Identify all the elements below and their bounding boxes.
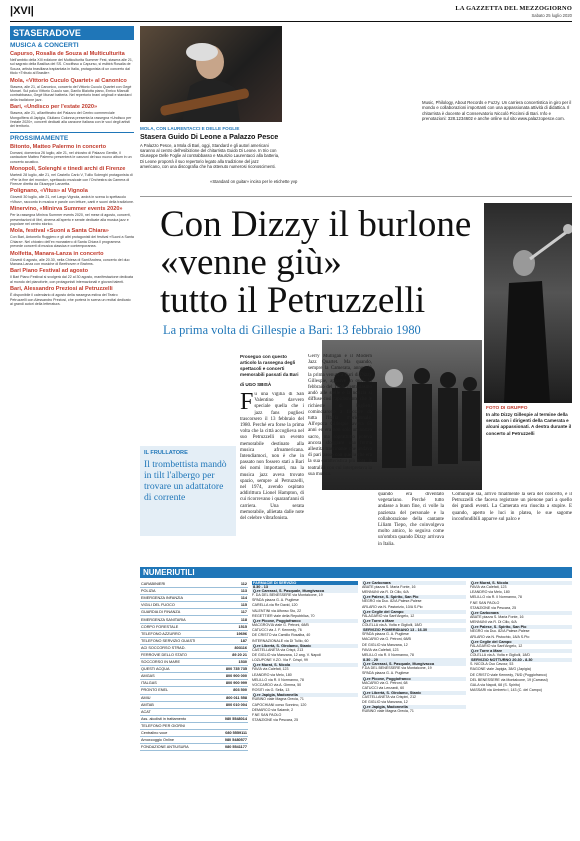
- page-header: [10, 3, 572, 22]
- numeri-number: 117: [216, 609, 248, 616]
- farmacie-group-title: Q.re Picone, Poggiofranco: [252, 619, 358, 623]
- numeri-number: 114: [216, 595, 248, 602]
- paper-name: LA GAZZETTA DEL MEZZOGIORNO: [455, 5, 572, 12]
- farmacie-group-title: SERVIZIO POMERIDIANO 13 - 16.30: [362, 628, 466, 632]
- farmacie-entry: VOCCARDO via A. Gimma, 50: [252, 683, 302, 688]
- numeri-number: 080 5480577: [216, 737, 248, 744]
- numeri-label: AMIU: [140, 694, 216, 701]
- farmacie-group-title: Q.re Carrassi, S. Pasquale, Mungivacca: [362, 662, 466, 666]
- event-title: Polignano, «Vitus» al Vignola: [10, 188, 88, 195]
- numeri-row: [140, 595, 248, 602]
- farmacie-group-title: Q.re Torre a Mare: [470, 649, 572, 653]
- headline-line-2: «venne giù»: [160, 242, 342, 283]
- event-body: Nell'ambito della XIII edizione del Multiculturita Summer Fest, stasera alle 21, sul sagrato della Basilica del SS. Crocifisso a Capurso, si esibirà Rosalia de Souza, artista brasiliana trapiantata in Italia, protagonista di un concerto dal titolo «Tributo al Brasile».: [10, 58, 133, 76]
- event-body: Domani, domenica 26 luglio, alle 21, nel chiostro di Palazzo Gentile, il cantautore Matteo Palermo presenterà le canzoni del suo nuovo album in un concerto acustico.: [10, 150, 132, 164]
- numeri-table: [140, 581, 248, 751]
- trumpet-player-figure: [484, 203, 572, 403]
- frullatore-kicker: IL FRULLATORE: [144, 450, 188, 456]
- event-body: Giovedì 6 agosto, alle 20.30, nella Chiesa di Sant'Andrea, concerto del duo Manara-Lanza con musiche di Beethoven e Brahms.: [10, 257, 130, 266]
- farmacie-group-title: Q.re Japigia, Madonnella: [252, 693, 358, 697]
- numeri-number: 800 011 558: [216, 694, 248, 701]
- summary-text: Proseguo con questo articolo la rassegna degli spettacoli e concerti memorabili passati da Bari: [240, 354, 299, 377]
- farmacie-entry: COLELLA via A. Volta e Gigliolii, 18/D: [470, 653, 530, 658]
- event-title: Molfetta, Manara-Lanza in concerto: [10, 250, 104, 257]
- farmacie-col-1: [252, 581, 358, 837]
- farmacie-entry: F.NE SAN PAOLO: [470, 600, 500, 605]
- farmacie-heading: FARMACIE DI SERVIZIO: [252, 581, 358, 585]
- farmacie-time: 8.30 - 13: [252, 585, 358, 589]
- numeri-number: 800 010 004: [216, 701, 248, 708]
- farmacie-group-title: Q.re Murat, S. Nicola: [252, 663, 358, 667]
- farmacie-entry: MACARIO via G. Petroni, 68: [362, 680, 408, 685]
- event-title: Capurso, Rosalia de Souza al Multiculturita: [10, 51, 125, 57]
- frullatore-box: [140, 446, 236, 536]
- numeri-number: 187: [216, 637, 248, 644]
- feature-signature: [210, 180, 350, 186]
- numeri-number: [216, 708, 248, 715]
- event-body: È disponibile il calendario di agosto della rassegna estiva del Teatro Petruzzelli con Alessandro Preziosi, che porterà in scena un recital dedicato ai grandi autori della letteratura.: [10, 293, 131, 306]
- numeri-label: Amoxcoggio Online: [140, 737, 216, 744]
- farmacie-group-title: Q.re Japigia, Madonnella: [362, 705, 466, 709]
- farmacie-group-title: Q.re Picone, Poggiofranco: [362, 677, 466, 681]
- farmacie-entry: ARLARO via N. Pastorizio, 10/A S.Pio: [362, 604, 423, 609]
- farmacie-entry: STANZIONE via Pescara, 25: [252, 718, 299, 723]
- farmacie-group-title: Q.re Palese, S. Spirito, San Pio: [470, 625, 572, 629]
- article-text-4: Comunque sia, arrivò finalmente la sera del concerto, e il Petruzzelli che faceva registrare un pienone pari a quello dei grandi eventi. La Camerata era riuscita a stupire. E quando, aperto le luci in platea, le sue sagome inconfondibili apparve sul palco e: [452, 492, 572, 522]
- numeri-label: ACI SOCCORSO STRAD.: [140, 644, 216, 651]
- concert-photo: [484, 203, 572, 403]
- numeri-row: [140, 666, 248, 673]
- farmacie-group-title: Q.re Murat, S. Nicola: [470, 581, 572, 585]
- numeri-row: [140, 581, 248, 588]
- numeri-number: [216, 722, 248, 729]
- numeri-number: 19696: [216, 630, 248, 637]
- numeri-label: FONDAZIONE ANTIUSURA: [140, 744, 216, 751]
- event-title: Bitonto, Matteo Palermo in concerto: [10, 143, 107, 150]
- farmacie-entry: GALA via Napoli, 68 (S. Spirito): [470, 683, 521, 688]
- article-col-3: [378, 492, 444, 562]
- numeri-row: [140, 630, 248, 637]
- farmacie-entry: DE GIGLIO via Manzana, 12 ang. V. Napoli: [252, 653, 321, 658]
- feature-body-right: [422, 100, 572, 160]
- feature-kicker: MOLA, CON LAURENTACCI E DELLE FOGLIE: [140, 126, 240, 131]
- feature-signature-text: «Standard on guitar» inciso per le etichette yvp: [210, 179, 298, 184]
- event-body: Stasera, alle 21, all'anfiteatro del Palazzo del Centro commerciale Mongolfiera di Japigia, Giuliano Colonna presenta la rassegna «Undisco per l'estate 2020», concerti dedicati alla canzone italiana con le voci degli artisti del territorio.: [10, 111, 132, 129]
- numeri-label: CORPO FORESTALE: [140, 623, 216, 630]
- numeri-row: [140, 744, 248, 751]
- farmacie-entry: STANZIONE via Pescara, 25: [470, 605, 517, 610]
- numeri-row: [140, 694, 248, 701]
- farmacie-entry: SPADA piazza G. A. Pugliese: [362, 632, 409, 637]
- farmacie-entry: MELILLO via R. Il Normanno, 78: [362, 653, 414, 658]
- numeri-label: ITALGAS: [140, 680, 216, 687]
- farmacie-entry: MASSARI via Umberto I, 143 (C. del Campo): [470, 688, 542, 693]
- farmacie-entry: MACARIO via G. Petroni, 68/B: [362, 637, 411, 642]
- feature-body-left: [140, 143, 280, 179]
- farmacie-entry: SPADA piazza G. A. Pugliese: [362, 671, 409, 676]
- caption-title: FOTO DI GRUPPO: [486, 406, 528, 411]
- farmacie-entry: LEANDRO via Melo, 180: [252, 672, 292, 677]
- farmacie-entry: FALAGARIO via Sant'Angelo, 12: [362, 613, 415, 618]
- article-col-1: [240, 392, 304, 560]
- numeri-number: 803 500: [216, 687, 248, 694]
- numeri-label: EMERGENZA INFANZIA: [140, 595, 216, 602]
- farmacie-entry: ABATE piazza S. Maria Fonte, 16: [362, 585, 416, 589]
- farmacie-entry: CATUCCI via J. F. Kennedy, 76: [252, 628, 302, 633]
- farmacie-entry: RUBINO viale Magna Grecia, 71: [362, 709, 414, 714]
- farmacie-entry: LOZUPONE V.ZO. Via F. Crispi, 99: [252, 658, 308, 663]
- numeri-number: 115: [216, 602, 248, 609]
- numeri-label: TELEFONO AZZURRO: [140, 630, 216, 637]
- farmacie-entry: CASTELLANETA via Crispini, 212: [362, 695, 417, 700]
- farmacie-group-title: Q.re Libertà, S. Girolamo, Stanic: [252, 644, 358, 648]
- event-body: Con Bari, Antonello Ruggiero e gli altri protagonisti del festival «Suoni a Santa Chiara». Nel chiostro dell'ex monastero di Santa Chiara il programma prevede concerti di musica classica e contemporanea.: [10, 235, 134, 249]
- event-title: Bari, «Undisco per l'estate 2020»: [10, 104, 98, 111]
- guitarist-figure: [140, 26, 282, 122]
- feature-text-right: Music, Philology, About Records e Fuzzy. Un carriera concertistica in giro per il mondo e collaborazioni importanti con una appassionata attività di didattica. Il chitarrista è docente al Conservatorio Niccolò Piccinni di Bari. Info e prenotazioni: 328.1234602 e anche online sul sito www.palazzopesce.com.: [422, 100, 572, 122]
- farmacie-entry: SPADA piazza G. A. Pugliese: [252, 598, 299, 603]
- numeri-label: CARABINIERI: [140, 581, 216, 588]
- numeri-row: [140, 708, 248, 715]
- caption-text: In alto Dizzy Gillespie al termine della serata con i dirigenti della Camerata e alcuni appassionati. A destra durante il concerto al Petruzzelli: [486, 412, 572, 436]
- farmacie-entry: DE GIGLIO via Manzana, 12: [362, 642, 408, 647]
- farmacie-entry: NEGRO via Duc. 82/A Palese-Palese: [362, 599, 422, 604]
- numeri-row: [140, 623, 248, 630]
- event-body: Il Bari Piano Festival si svolgerà dal 22 al 30 agosto, manifestazione dedicata al mondo del pianoforte, con protagonisti internazionali e giovani talenti.: [10, 275, 134, 284]
- numeri-row: [140, 680, 248, 687]
- numeri-label: TELEFONO SERVIZIO GUASTI: [140, 637, 216, 644]
- numeri-number: 080 5548014: [216, 715, 248, 722]
- farmacie-entry: CASTELLANETA via Crispi, 213: [252, 647, 304, 652]
- headline-line-1: Con Dizzy il burlone: [160, 204, 472, 245]
- numeri-heading: NUMERIUTILI: [140, 567, 572, 578]
- numeri-number: 113: [216, 588, 248, 595]
- farmacie-group-title: Q.re Palese, S. Spirito, San Pio: [362, 595, 466, 599]
- numeri-label: VIGILI DEL FUOCO: [140, 602, 216, 609]
- numeri-row: [140, 588, 248, 595]
- numeri-row: [140, 609, 248, 616]
- article-text-2: Gerry Mulligan e il Modern Jazz Quartet. Ma quando, sempre la Camerata, annunciò la prima venuta a Bari di Dizzy Gillespie, apparve in quel 13 febbraio del 1980, l'entusiasmo andò alle stelle e la notizia si diffuse così rapidamente che le richieste di biglietti cominciarono a fioccare da tutta l'Italia meridionale. All'epoca Gillespie aveva 63 anni ed era non solo un nostro sacro, ma soprattutto poteva ancora sfoggiare una forma allestita trascinante che andava di pari passo con quella che era la sua caratteristica più nota: la teatralità con cui interpretava la sua musica.: [308, 354, 372, 477]
- farmacie-entry: ABATE piazza S. Maria Fonte, 16: [470, 615, 524, 620]
- farmacie-group-title: Q.re Carrassi, S. Pasquale, Mungivacca: [252, 589, 358, 593]
- farmacie-entry: MELILLO via R. Il Normanno, 78: [252, 677, 304, 682]
- farmacie-group-title: Q.re Torre a Mare: [362, 619, 466, 623]
- farmacie-entry: DE CRISTO via Camillo Rosalba, 40: [252, 633, 311, 638]
- numeri-label: AMTAB: [140, 701, 216, 708]
- numeri-label: Ass. alcolisti in trattamento: [140, 715, 216, 722]
- article-subheadline: La prima volta di Gillespie a Bari: 13 febbraio 1980: [163, 323, 421, 337]
- numeri-row: [140, 644, 248, 651]
- numeri-row: [140, 715, 248, 722]
- event-body: Stasera, alle 21, al Canonico, concerto del Vittorio Cuculo Quartet con Gegè Munari. Sul palco Vittorio Cuculo sax, Danilo Blaiotta piano, Enrico Mianulli contrabbasso, Gegè Munari batteria. Nel repertorio brani originali e standard della tradizione jazz.: [10, 84, 132, 102]
- numeri-label: AMGAS: [140, 673, 216, 680]
- prossimamente-heading: PROSSIMAMENTE: [10, 132, 134, 142]
- farmacie-entry: MENNUNI via R. Di Cillo, 6/A: [362, 590, 409, 595]
- numeri-number: 1530: [216, 659, 248, 666]
- farmacie-entry: DE GIGLIO via Manzana, 12: [362, 700, 408, 705]
- numeri-number: 800 900 000: [216, 673, 248, 680]
- numeri-number: 112: [216, 581, 248, 588]
- numeri-row: [140, 637, 248, 644]
- farmacie-entry: F. DA DEL BENESSERE via Montalcone, 19: [252, 593, 323, 597]
- farmacie-entry: RAGONE viale Japigia, 38/G (Japigia): [470, 667, 531, 672]
- byline: di UGO SBISÀ: [240, 382, 272, 387]
- farmacie-entry: LEANDRO via Melo, 180: [470, 590, 510, 595]
- numeri-label: TELEFONO PER GIORNI: [140, 722, 216, 729]
- event-body: Giovedì 30 luglio, alle 21, nel Largo Vignola, andrà in scena lo spettacolo «Vitus», racconto in musica e parole con letture, canti e suoni della tradizione.: [10, 195, 134, 204]
- farmacie-entry: COLELLA via A. Volta e Gigliolii, 18/D: [362, 623, 422, 628]
- farmacie-entry: CARELLA via Re David, 120: [252, 603, 298, 608]
- numeri-row: [140, 651, 248, 658]
- page-date: Sabato 25 luglio 2020: [531, 13, 572, 18]
- frullatore-title: Il trombettista mandò in tilt l'albergo per trovare un adattatore di corrente: [144, 459, 227, 503]
- farmacie-entry: FAVIA via Calefati, 123: [470, 585, 507, 589]
- article-headline: [160, 206, 480, 320]
- numeri-label: EMERGENZA SANITARIA: [140, 616, 216, 623]
- numeri-number: 1515: [216, 623, 248, 630]
- numeri-label: Centralino voce: [140, 729, 216, 736]
- farmacie-entry: RUBINO viale Magna Grecia, 71: [252, 697, 304, 702]
- farmacie-group-title: Q.re Ceglie del Campo: [362, 610, 466, 614]
- event-body: Martedì 28 luglio, alle 21, nel Castello Carlo V, Tullio Solenghi protagonista di «Per la fine del mondo», spettacolo musicale con l'Orchestra da Camera di Firenze diretta da Giuseppe Lanzetta.: [10, 173, 133, 186]
- article-text-1: u una vigilia di San Valentino davvero speciale quella che i jazz fans pugliesi trascorsero il 13 febbraio del 1980. Perché era forse la prima volta che la città accoglieva nel suo Petruzzelli un evento memorabile destinato alla musica afroamericana. Intendiamoci, non è che in passato non fossero stati a Bari dei nomi importanti, ma la musica jazz aveva trovato spazio, sempre al Petruzzelli, nel 1974, avendo ospitato addirittura Lionel Hampton, di cui ricorrevano i quarant'anni di carriera. Una serata memorabile, allietata dalle note del celebre vibrafonista.: [240, 392, 304, 522]
- numeri-label: GUARDIA DI FINANZA: [140, 609, 216, 616]
- farmacie-group-title: SERVIZIO NOTTURNO 20.30 - 8.30: [470, 658, 572, 662]
- numeri-label: ACAT: [140, 708, 216, 715]
- numeri-row: [140, 602, 248, 609]
- event-title: Bari, Alessandro Preziosi al Petruzzelli: [10, 286, 113, 293]
- farmacie-col-3: [470, 581, 572, 837]
- subsection-heading: MUSICA & CONCERTI: [10, 42, 79, 49]
- farmacie-group-title: Q.re Carbonara: [470, 611, 572, 615]
- farmacie-entry: ROSITI via G. Sella, 13: [252, 688, 290, 693]
- farmacie-group-title: Q.re Libertà, S. Girolamo, Stanic: [362, 691, 466, 695]
- feature-title: Stasera Guido Di Leone a Palazzo Pesce: [140, 132, 279, 141]
- farmacie-entry: FALAGARIO via Sant'Angelo, 12: [470, 643, 523, 648]
- staseradove-sidebar: [10, 26, 134, 836]
- farmacie-entry: DE CRISTO viale Kennedy, 76/D (Poggiofranco): [470, 672, 547, 677]
- farmacie-entry: CATUCCI via Lenzardi, 60: [362, 685, 405, 690]
- numeri-label: SOCCORSO IN MARE: [140, 659, 216, 666]
- numeri-label: PRONTO ENEL: [140, 687, 216, 694]
- numeri-number: 89 20 21: [216, 651, 248, 658]
- numeri-label: POLIZIA: [140, 588, 216, 595]
- article-text-3: quando era diventato vegetariano. Perché tutto andasse a buon fine, ci volle la pazienza del personale e la collaborazione della cantante Liliam Tiepo, che coinvolgeva molto amico, lo seguiva come un'ombra quando Dizzy arrivava in Italia.: [378, 492, 444, 547]
- numeri-row: [140, 722, 248, 729]
- farmacie-entry: F.DA DEL BENESSERE via Montalcone, 19: [362, 666, 432, 671]
- section-heading: STASERADOVE: [10, 26, 134, 40]
- farmacie-entry: ARLARO via N. Pistochio, 18/A S.Pio: [470, 634, 530, 639]
- farmacie-entry: CAPOCHIANI corso Sonnino, 120: [252, 702, 307, 707]
- numeri-row: [140, 659, 248, 666]
- photo-caption: [486, 406, 572, 437]
- event-body: Per la rassegna Minirva Summer events 2020, nel mese di agosto, concerti, presentazioni di libri, cinema all'aperto e serate dedicate alla musica jazz e popolare nel centro storico.: [10, 213, 131, 226]
- numeri-table-wrap: [140, 581, 248, 837]
- numeri-row: [140, 616, 248, 623]
- numeri-number: 803116: [216, 644, 248, 651]
- numeri-label: QUESTI ACQUA: [140, 666, 216, 673]
- numeri-row: [140, 729, 248, 736]
- article-col-4: [452, 492, 572, 562]
- farmacie-entry: NEGRO via Duc. 82/A Palese-Palese: [470, 629, 530, 634]
- farmacie-entry: MACGROVIA viale G. Petroni, 68/B: [252, 623, 309, 628]
- farmacie-col-2: [362, 581, 466, 837]
- numeri-number: 080 5559111: [216, 729, 248, 736]
- farmacie-group-title: Q.re Ceglie del Campo: [470, 640, 572, 644]
- numeri-number: 118: [216, 616, 248, 623]
- numeri-row: [140, 673, 248, 680]
- farmacie-entry: REGETTIER viale della Repubblica, 70: [252, 613, 315, 618]
- sidebar-items: [10, 51, 134, 306]
- page-number: |XVI|: [10, 5, 34, 17]
- numeri-number: 800 735 735: [216, 666, 248, 673]
- farmacie-entry: FAVIA via Calefati, 123: [362, 647, 399, 652]
- feature-text-left: A Palazzo Pesce, a Mola di Bari, oggi, Standard e gli autori americani saranno al centro dell'esibizione del chitarrista Guido Di Leone. In trio con Giuseppe Delle Foglie al contrabbasso e Maurizio Laurentacci alla batteria, Di Leone proporrà il suo repertorio legato alla tradizione del jazz americano, con una discografia che ha ottenuto numerosi riconoscimenti.: [140, 143, 280, 169]
- numeri-row: [140, 687, 248, 694]
- farmacie-group-title: Q.re Carbonara: [362, 581, 466, 585]
- article-summary: [240, 354, 302, 387]
- event-title: Monopoli, Solenghi e tinedi archi di Firenze: [10, 166, 126, 173]
- event-title: Mola, «Vittorio Cuculo Quartet» al Canonico: [10, 77, 127, 84]
- numeri-number: 080 5541177: [216, 744, 248, 751]
- farmacie-entry: INTERNAZIONALE via Di Tullio, 60: [252, 638, 309, 643]
- farmacie-entry: VALENTINI via Alfonso Sto, 22: [252, 608, 302, 613]
- feature-divider: [140, 196, 572, 197]
- article-col-2: [308, 354, 372, 564]
- farmacie-entry: DEMARCO via Salandr, 2: [252, 707, 294, 712]
- farmacie-entry: DEL BENESSERE via Montalcone, 19 (Carrassi): [470, 677, 548, 682]
- event-title: Minervino, «Minirva Summer events 2020»: [10, 206, 123, 213]
- numeri-label: FERROVIE DELLO STATO: [140, 651, 216, 658]
- farmacie-entry: MELILLO via R. Il Normanno, 78: [470, 595, 522, 600]
- farmacie-entry: F.NE SAN PAOLO: [252, 713, 282, 718]
- numeri-number: 800 900 999: [216, 680, 248, 687]
- farmacie-entry: S. NICOLA Cso Cavour, 53: [470, 662, 514, 667]
- farmacie-entry: MENNUNI via R. Di Cillo, 6/A: [470, 620, 517, 625]
- event-title: Mola, festival «Suoni a Santa Chiara»: [10, 228, 109, 235]
- drop-cap: F: [240, 392, 254, 415]
- event-title: Bari Piano Festival ad agosto: [10, 268, 89, 275]
- numeri-row: [140, 701, 248, 708]
- headline-line-3: tutto il Petruzzelli: [160, 280, 426, 321]
- farmacie-entry: FAVIA via Calefati, 123: [252, 667, 289, 672]
- farmacie-group-title: 8.30 - 20: [362, 658, 466, 662]
- feature-photo: [140, 26, 282, 122]
- numeri-row: [140, 737, 248, 744]
